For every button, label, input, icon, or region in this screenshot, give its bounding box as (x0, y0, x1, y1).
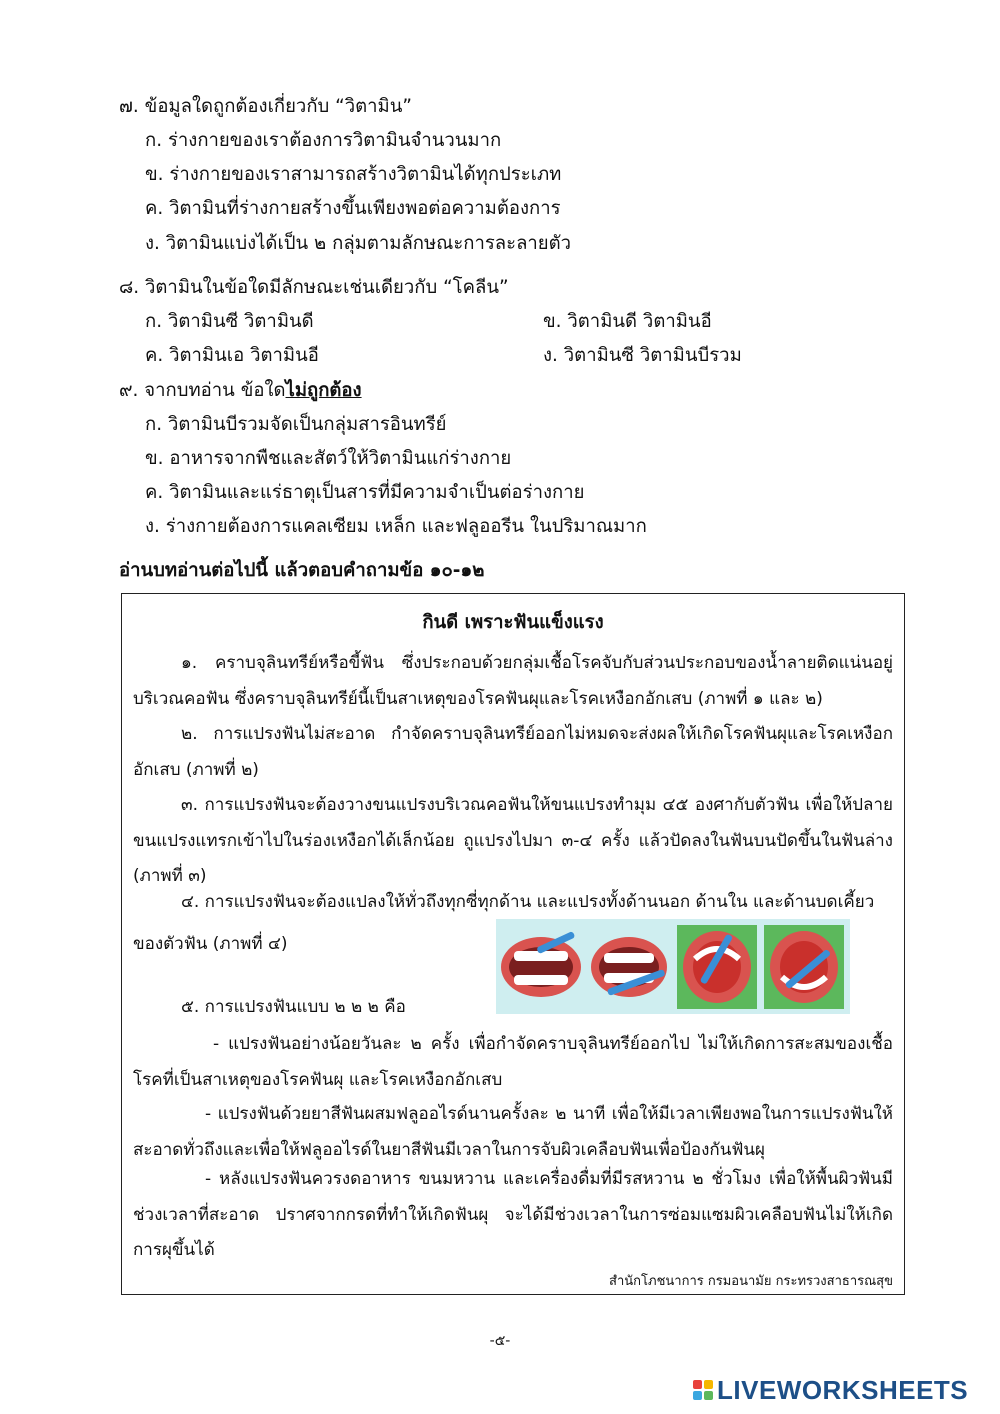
passage-bullet-2: - แปรงฟันด้วยยาสีฟันผสมฟลูออไรด์นานครั้งละ ๒ นาที เพื่อให้มีเวลาเพียงพอในการแปรงฟันให้สะอาดทั่วถึงและเพื่อให้ฟลูออไรด์ในยาสีฟันมีเวลาในการจับผิวเคลือบฟันเพื่อป้องกันฟันผุ (133, 1104, 893, 1160)
reading-instruction: อ่านบทอ่านต่อไปนี้ แล้วตอบคำถามข้อ ๑๐-๑๒ (119, 560, 485, 581)
question-8-stem: ๘. วิตามินในข้อใดมีลักษณะเช่นเดียวกับ “โคลีน” (119, 277, 509, 298)
liveworksheets-text: LIVEWORKSHEETS (717, 1374, 969, 1405)
question-7-option-a[interactable]: ก. ร่างกายของเราต้องการวิตามินจำนวนมาก (145, 130, 502, 151)
question-7-stem: ๗. ข้อมูลใดถูกต้องเกี่ยวกับ “วิตามิน” (119, 96, 412, 117)
passage-paragraph-1: ๑. คราบจุลินทรีย์หรือขี้ฟัน ซึ่งประกอบด้วยกลุ่มเชื้อโรคจับกับส่วนประกอบของน้ำลายติดแน่นอยู่บริเวณคอฟัน ซึ่งคราบจุลินทรีย์นี้เป็นสาเหตุของโรคฟันผุและโรคเหงือกอักเสบ (ภาพที่ ๑ และ ๒) (133, 653, 893, 709)
toothbrushing-images (496, 919, 850, 1014)
passage-paragraph-4: ๔. การแปรงฟันจะต้องแปลงให้ทั่วถึงทุกซี่ทุกด้าน และแปรงทั้งด้านนอก ด้านใน และด้านบดเคี้ยว (181, 892, 875, 912)
question-9-stem (119, 376, 362, 405)
passage-paragraph-2: ๒. การแปรงฟันไม่สะอาด กำจัดคราบจุลินทรีย์ออกไม่หมดจะส่งผลให้เกิดโรคฟันผุและโรคเหงือกอักเสบ (ภาพที่ ๒) (133, 724, 893, 780)
question-9-option-b[interactable]: ข. อาหารจากพืชและสัตว์ให้วิตามินแก่ร่างกาย (145, 448, 512, 469)
question-8-option-a[interactable]: ก. วิตามินซี วิตามินดี (145, 311, 314, 332)
passage-paragraph-4-tail: ของตัวฟัน (ภาพที่ ๔) (133, 934, 288, 954)
toothbrushing-illustration-icon (496, 919, 850, 1014)
question-9-stem-emphasis: ไม่ถูกต้อง (285, 380, 362, 401)
question-9-stem-prefix: ๙. จากบทอ่าน ข้อใด (119, 380, 286, 401)
passage-bullet-3: - หลังแปรงฟันควรงดอาหาร ขนมหวาน และเครื่องดื่มที่มีรสหวาน ๒ ชั่วโมง เพื่อให้พื้นผิวฟันมีช่วงเวลาที่สะอาด ปราศจากกรดที่ทำให้เกิดฟันผุ จะได้มีช่วงเวลาในการซ่อมแซมผิวเคลือบฟันไม่ให้เกิดการผุขึ้นได้ (133, 1169, 893, 1260)
question-7-option-c[interactable]: ค. วิตามินที่ร่างกายสร้างขึ้นเพียงพอต่อความต้องการ (145, 198, 561, 219)
passage-bullet-1: - แปรงฟันอย่างน้อยวันละ ๒ ครั้ง เพื่อกำจัดคราบจุลินทรีย์ออกไป ไม่ให้เกิดการสะสมของเชื้อโรคที่เป็นสาเหตุของโรคฟันผุ และโรคเหงือกอักเสบ (133, 1034, 893, 1090)
question-9-option-c[interactable]: ค. วิตามินและแร่ธาตุเป็นสารที่มีความจำเป็นต่อร่างกาย (145, 482, 585, 503)
question-9-option-d[interactable]: ง. ร่างกายต้องการแคลเซียม เหล็ก และฟลูออรีน ในปริมาณมาก (145, 516, 647, 537)
page-number: -๕- (489, 1333, 511, 1349)
question-8-option-d[interactable]: ง. วิตามินซี วิตามินบีรวม (543, 345, 742, 366)
passage-paragraph-3: ๓. การแปรงฟันจะต้องวางขนแปรงบริเวณคอฟันให้ขนแปรงทำมุม ๔๕ องศากับตัวฟัน เพื่อให้ปลายขนแปรงแทรกเข้าไปในร่องเหงือกได้เล็กน้อย ถูแปรงไปมา ๓-๔ ครั้ง แล้วปัดลงในฟันบนปัดขึ้นในฟันล่าง (ภาพที่ ๓) (133, 795, 893, 886)
question-8-option-b[interactable]: ข. วิตามินดี วิตามินอี (543, 311, 712, 332)
question-7-option-b[interactable]: ข. ร่างกายของเราสามารถสร้างวิตามินได้ทุกประเภท (145, 164, 562, 185)
liveworksheets-logo-icon (693, 1380, 713, 1400)
question-8-option-c[interactable]: ค. วิตามินเอ วิตามินอี (145, 345, 319, 366)
brushing-panel-4 (770, 931, 838, 1003)
passage-title: กินดี เพราะฟันแข็งแรง (422, 612, 604, 633)
passage-source: สำนักโภชนาการ กรมอนามัย กระทรวงสาธารณสุข (609, 1274, 893, 1289)
brushing-panel-1 (501, 931, 581, 997)
question-9-option-a[interactable]: ก. วิตามินบีรวมจัดเป็นกลุ่มสารอินทรีย์ (145, 414, 447, 435)
brushing-panel-2 (591, 937, 667, 997)
question-7-option-d[interactable]: ง. วิตามินแบ่งได้เป็น ๒ กลุ่มตามลักษณะการละลายตัว (145, 233, 572, 254)
passage-paragraph-5: ๕. การแปรงฟันแบบ ๒ ๒ ๒ คือ (181, 997, 406, 1017)
brushing-panel-3 (683, 931, 751, 1003)
liveworksheets-watermark (693, 1375, 968, 1405)
